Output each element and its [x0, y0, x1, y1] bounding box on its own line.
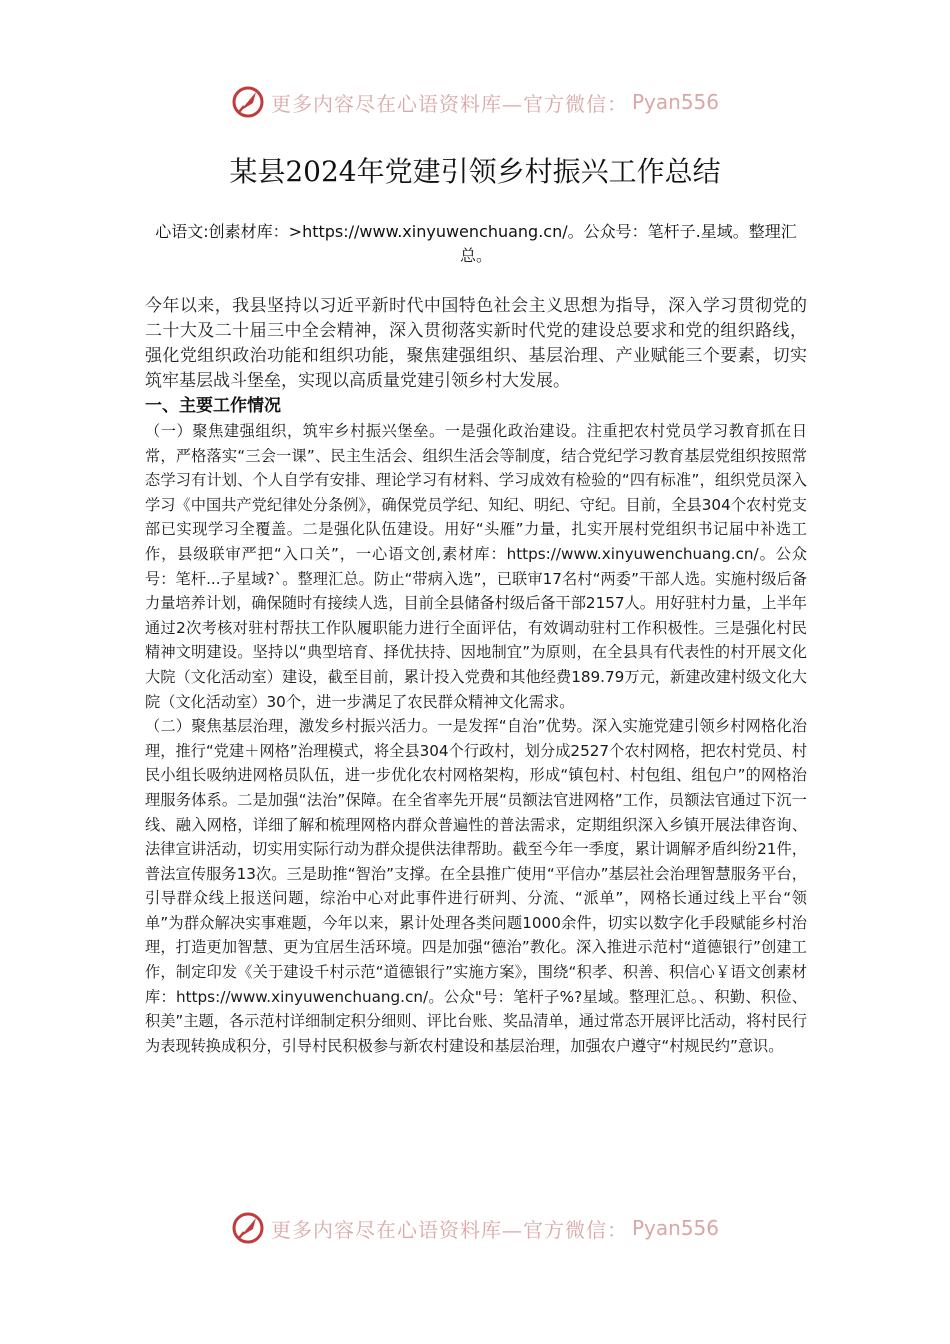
paragraph-organization: （一）聚焦建强组织，筑牢乡村振兴堡垒。一是强化政治建设。注重把农村党员学习教育抓在日常，严格落实“三会一课”、民主生活会、组织生活会等制度，结合党纪学习教育基层党组织按照常态学习有计划、个人自学有安排、理论学习有材料、学习成效有检验的“四有标准”，组织党员深入学习《中国共产党纪律处分条例》，确保党员学纪、知纪、明纪、守纪。目前，全县304个农村党支部已实现学习全覆盖。二是强化队伍建设。用好“头雁”力量，扎实开展村党组织书记届中补选工作，县级联审严把“入口关”，一心语文创,素材库：https://www.xinyuwenchuang.cn/。公众号：笔杆...子星域?`。整理汇总。防止“带病入选”，已联审17名村“两委”干部人选。实施村级后备力量培养计划，确保随时有接续人选，目前全县储备村级后备干部2157人。用好驻村力量，上半年通过2次考核对驻村帮扶工作队履职能力进行全面评估，有效调动驻村工作积极性。三是强化村民精神文明建设。坚持以“典型培育、择优扶持、因地制宜”为原则，在全县具有代表性的村开展文化大院（文化活动室）建设，截至目前，累计投入党费和其他经费189.79万元，新建改建村级文化大院（文化活动室）30个，进一步满足了农民群众精神文化需求。	[145, 422, 807, 711]
intro-paragraph: 今年以来，我县坚持以习近平新时代中国特色社会主义思想为指导，深入学习贯彻党的二十大及二十届三中全会精神，深入贯彻落实新时代党的建设总要求和党的组织路线，强化党组织政治功能和组织功能，聚焦建强组织、基层治理、产业赋能三个要素，切实筑牢基层战斗堡垒，实现以高质量党建引领乡村大发展。	[145, 296, 807, 391]
banner-contact: Pyan556	[631, 1216, 719, 1240]
document-title: 某县2024年党建引领乡村振兴工作总结	[229, 155, 721, 188]
section-heading: 一、主要工作情况	[145, 396, 281, 416]
document-body	[145, 294, 807, 1058]
banner-text: 更多内容尽在心语资料库—官方微信：	[270, 91, 628, 116]
quill-pen-logo-icon	[231, 85, 265, 119]
banner-contact: Pyan556	[631, 90, 719, 114]
banner-text: 更多内容尽在心语资料库—官方微信：	[270, 1217, 628, 1242]
header-watermark-banner	[0, 82, 950, 122]
paragraph-governance: （二）聚焦基层治理，激发乡村振兴活力。一是发挥“自治”优势。深入实施党建引领乡村网格化治理，推行“党建＋网格”治理模式，将全县304个行政村，划分成2527个农村网格，把农村党员、村民小组长吸纳进网格员队伍，进一步优化农村网格架构，形成“镇包村、村包组、组包户”的网格治理服务体系。二是加强“法治”保障。在全省率先开展“员额法官进网格”工作，员额法官通过下沉一线、融入网格，详细了解和梳理网格内群众普遍性的普法需求，定期组织深入乡镇开展法律咨询、法律宣讲活动，切实用实际行动为群众提供法律帮助。截至今年一季度，累计调解矛盾纠纷21件，普法宣传服务13次。三是助推“智治”支撑。在全县推广使用“平信办”基层社会治理智慧服务平台，引导群众线上报送问题，综治中心对此事件进行研判、分流、“派单”，网格长通过线上平台“领单”为群众解决实事难题，今年以来，累计处理各类问题1000余件，切实以数字化手段赋能乡村治理，打造更加智慧、更为宜居生活环境。四是加强“德治”教化。深入推进示范村“道德银行”创建工作，制定印发《关于建设千村示范“道德银行”实施方案》，围绕“积孝、积善、积信心￥语文创素材库：https://www.xinyuwenchuang.cn/。公众"号：笔杆子%?星域。整理汇总。、积勤、积俭、积美”主题，各示范村详细制定积分细则、评比台账、奖品清单，通过常态开展评比活动，将村民行为表现转换成积分，引导村民积极参与新农村建设和基层治理，加强农户遵守“村规民约”意识。	[145, 717, 807, 1055]
source-line: 心语文:创素材库：>https://www.xinyuwenchuang.cn/。公众号：笔杆子.星域。整理汇总。	[155, 222, 797, 265]
quill-pen-logo-icon	[231, 1211, 265, 1245]
footer-watermark-banner	[0, 1208, 950, 1248]
